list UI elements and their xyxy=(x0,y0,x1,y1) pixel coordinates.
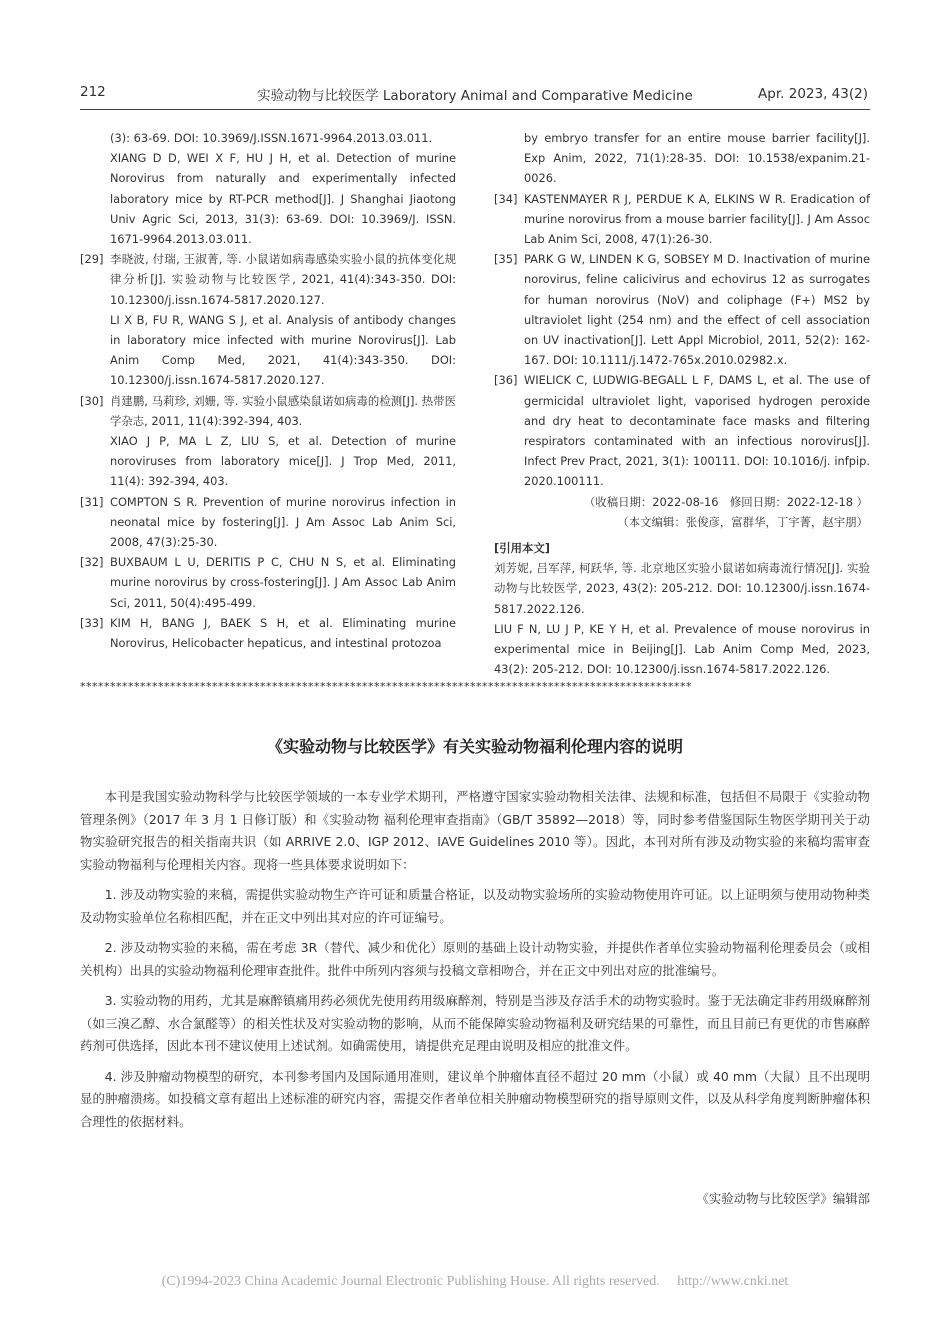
manuscript-dates xyxy=(494,492,870,532)
reference-line: KIM H, BANG J, BAEK S H, et al. Eliminating murine Norovirus, Helicobacter hepaticus, and intestinal protozoa xyxy=(110,615,456,651)
journal-title: 实验动物与比较医学 Laboratory Animal and Comparative Medicine xyxy=(257,88,693,104)
references-left-column xyxy=(80,128,456,653)
reference-line: 肖建鹏, 马莉珍, 刘姗, 等. 实验小鼠感染鼠诺如病毒的检测[J]. 热带医学杂志, 2011, 11(4):392-394, 403. xyxy=(110,393,456,428)
notice-paragraph: 2. 涉及动物实验的来稿，需在考虑 3R（替代、减少和优化）原则的基础上设计动物实验，并提供作者单位实验动物福利伦理委员会（或相关机构）出具的实验动物福利伦理审查批件。批件中所列内容须与投稿文章相吻合，并在正文中列出对应的批准编号。 xyxy=(80,940,870,978)
references-right-column xyxy=(494,128,870,679)
reference-number: [34] xyxy=(494,191,518,206)
reference-line: PARK G W, LINDEN K G, SOBSEY M D. Inactivation of murine norovirus, feline calicivirus and echovirus 12 as surrogates for human norovirus (NoV) and coliphage (F+) MS2 by ultraviolet light (254 nm) and the effect of cell association on UV inactivation[J]. Lett Appl Microbiol, 2011, 52(2): 162-167. DOI: 10.1111/j.1472-765x.2010.02982.x. xyxy=(524,252,870,368)
editors-line: （本文编辑：张俊彦，富群华，丁宇菁，赵宇朋） xyxy=(617,514,868,529)
header-rule xyxy=(80,109,870,110)
reference-number: [33] xyxy=(80,615,104,630)
citation-block xyxy=(494,558,870,679)
received-revised-dates: （收稿日期：2022-08-16 修回日期：2022-12-18 ） xyxy=(583,494,868,509)
reference-number: [31] xyxy=(80,494,104,509)
reference-36 xyxy=(494,370,870,491)
reference-line: XIANG D D, WEI X F, HU J H, et al. Detection of murine Norovirus from naturally and experimentally infected laboratory mice by RT-PCR method[J]. J Shanghai Jiaotong Univ Agric Sci, 2013, 31(3): 63-69. DOI: 10.3969/J. ISSN. 1671-9964.2013.03.011. xyxy=(110,151,456,247)
reference-32 xyxy=(80,552,456,613)
reference-number: [30] xyxy=(80,393,104,408)
reference-continuation xyxy=(80,128,456,249)
reference-line: KASTENMAYER R J, PERDUE K A, ELKINS W R. Eradication of murine norovirus from a mouse barrier facility[J]. J Am Assoc Lab Anim Sci, 2008, 47(1):26-30. xyxy=(524,191,870,247)
citation-chinese: 刘芳妮, 吕军萍, 柯跃华, 等. 北京地区实验小鼠诺如病毒流行情况[J]. 实验动物与比较医学, 2023, 43(2): 205-212. DOI: 10.12300/j.issn.1674-5817.2022.126. xyxy=(494,561,870,616)
reference-33 xyxy=(80,613,456,653)
notice-paragraph: 3. 实验动物的用药，尤其是麻醉镇痛用药必须优先使用药用级麻醉剂，特别是当涉及存活手术的动物实验时。鉴于无法确定非药用级麻醉剂（如三溴乙醇、水合氯醛等）的相关性状及对实验动物的影响，从而不能保障实验动物福利及研究结果的可靠性，而且目前已有更优的市售麻醉药剂可供选择，因此本刊不建议使用上述试剂。如确需使用，请提供充足理由说明及相应的批准文件。 xyxy=(80,993,870,1053)
reference-29 xyxy=(80,249,456,390)
notice-paragraph: 本刊是我国实验动物科学与比较医学领域的一本专业学术期刊，严格遵守国家实验动物相关法律、法规和标准，包括但不局限于《实验动物管理条例》（2017 年 3 月 1 日修订版）和《实验动物 福利伦理审查指南》（GB/T 35892—2018）等，同时参考借鉴国际生物医学期刊关于动物实验研究报告的相关指南共识（如 ARRIVE 2.0、IGP 2012、IAVE Guidelines 2010 等）。因此，本刊对所有涉及动物实验的来稿均需审查实验动物福利与伦理相关内容。现将一些具体要求说明如下： xyxy=(80,789,870,872)
notice-paragraph: 4. 涉及肿瘤动物模型的研究，本刊参考国内及国际通用准则，建议单个肿瘤体直径不超过 20 mm（小鼠）或 40 mm（大鼠）且不出现明显的肿瘤溃疡。如投稿文章有超出上述标准的研究内容，需提交作者单位相关肿瘤动物模型研究的指导原则文件，以及从科学角度判断肿瘤体积合理性的依据材料。 xyxy=(80,1068,870,1129)
notice-body xyxy=(80,786,870,1141)
issue-date: Apr. 2023, 43(2) xyxy=(758,86,868,102)
reference-line: WIELICK C, LUDWIG-BEGALL L F, DAMS L, et al. The use of germicidal ultraviolet light, vaporised hydrogen peroxide and dry heat to decontaminate face masks and filtering respirators contaminated with an infectious norovirus[J]. Infect Prev Pract, 2021, 3(1): 100111. DOI: 10.1016/j. infpip. 2020.100111. xyxy=(524,373,870,489)
running-header xyxy=(0,82,950,106)
reference-31 xyxy=(80,492,456,553)
reference-line: 李晓波, 付瑞, 王淑菁, 等. 小鼠诺如病毒感染实验小鼠的抗体变化规律分析[J]. 实验动物与比较医学, 2021, 41(4):343-350. DOI: 10.12300/j.issn.1674-5817.2020.127. xyxy=(110,252,456,307)
reference-line: LI X B, FU R, WANG S J, et al. Analysis of antibody changes in laboratory mice infected with murine Norovirus[J]. Lab Anim Comp Med, 2021, 41(4):343-350. DOI: 10.12300/j.issn.1674-5817.2020.127. xyxy=(110,312,456,388)
reference-line: XIAO J P, MA L Z, LIU S, et al. Detection of murine noroviruses from laboratory mice[J]. J Trop Med, 2011, 11(4): 392-394, 403. xyxy=(110,434,456,489)
reference-line: (3): 63-69. DOI: 10.3969/J.ISSN.1671-9964.2013.03.011. xyxy=(110,131,433,145)
reference-number: [35] xyxy=(494,252,518,267)
reference-34 xyxy=(494,189,870,250)
reference-line: BUXBAUM L U, DERITIS P C, CHU N S, et al. Eliminating murine norovirus by cross-fostering[J]. J Am Assoc Lab Anim Sci, 2011, 50(4):495-499. xyxy=(110,555,456,610)
star-separator: ****************************************************************************************************** xyxy=(80,680,692,693)
reference-30 xyxy=(80,391,456,492)
reference-line: COMPTON S R. Prevention of murine norovirus infection in neonatal mice by fostering[J]. J Am Assoc Lab Anim Sci, 2008, 47(3):25-30. xyxy=(110,494,456,550)
editorial-signature: 《实验动物与比较医学》编辑部 xyxy=(696,1191,870,1206)
reference-35 xyxy=(494,249,870,370)
reference-continuation: by embryo transfer for an entire mouse barrier facility[J]. Exp Anim, 2022, 71(1):28-35. DOI: 10.1538/expanim.21-0026. xyxy=(524,131,870,186)
reference-number: [36] xyxy=(494,373,518,388)
copyright-watermark: (C)1994-2023 China Academic Journal Electronic Publishing House. All rights reserved. http://www.cnki.net xyxy=(161,1274,789,1289)
reference-number: [32] xyxy=(80,555,104,570)
notice-paragraph: 1. 涉及动物实验的来稿，需提供实验动物生产许可证和质量合格证，以及动物实验场所的实验动物使用许可证。以上证明须与使用动物种类及动物实验单位名称相匹配，并在正文中列出其对应的许可证编号。 xyxy=(80,887,870,925)
citation-english: LIU F N, LU J P, KE Y H, et al. Prevalence of mouse norovirus in experimental mice in Beijing[J]. Lab Anim Comp Med, 2023, 43(2): 205-212. DOI: 10.12300/j.issn.1674-5817.2022.126. xyxy=(494,621,870,677)
citation-heading: [引用本文] xyxy=(494,541,550,556)
reference-number: [29] xyxy=(80,252,104,267)
page-number: 212 xyxy=(80,84,106,100)
notice-title: 《实验动物与比较医学》有关实验动物福利伦理内容的说明 xyxy=(266,737,683,756)
